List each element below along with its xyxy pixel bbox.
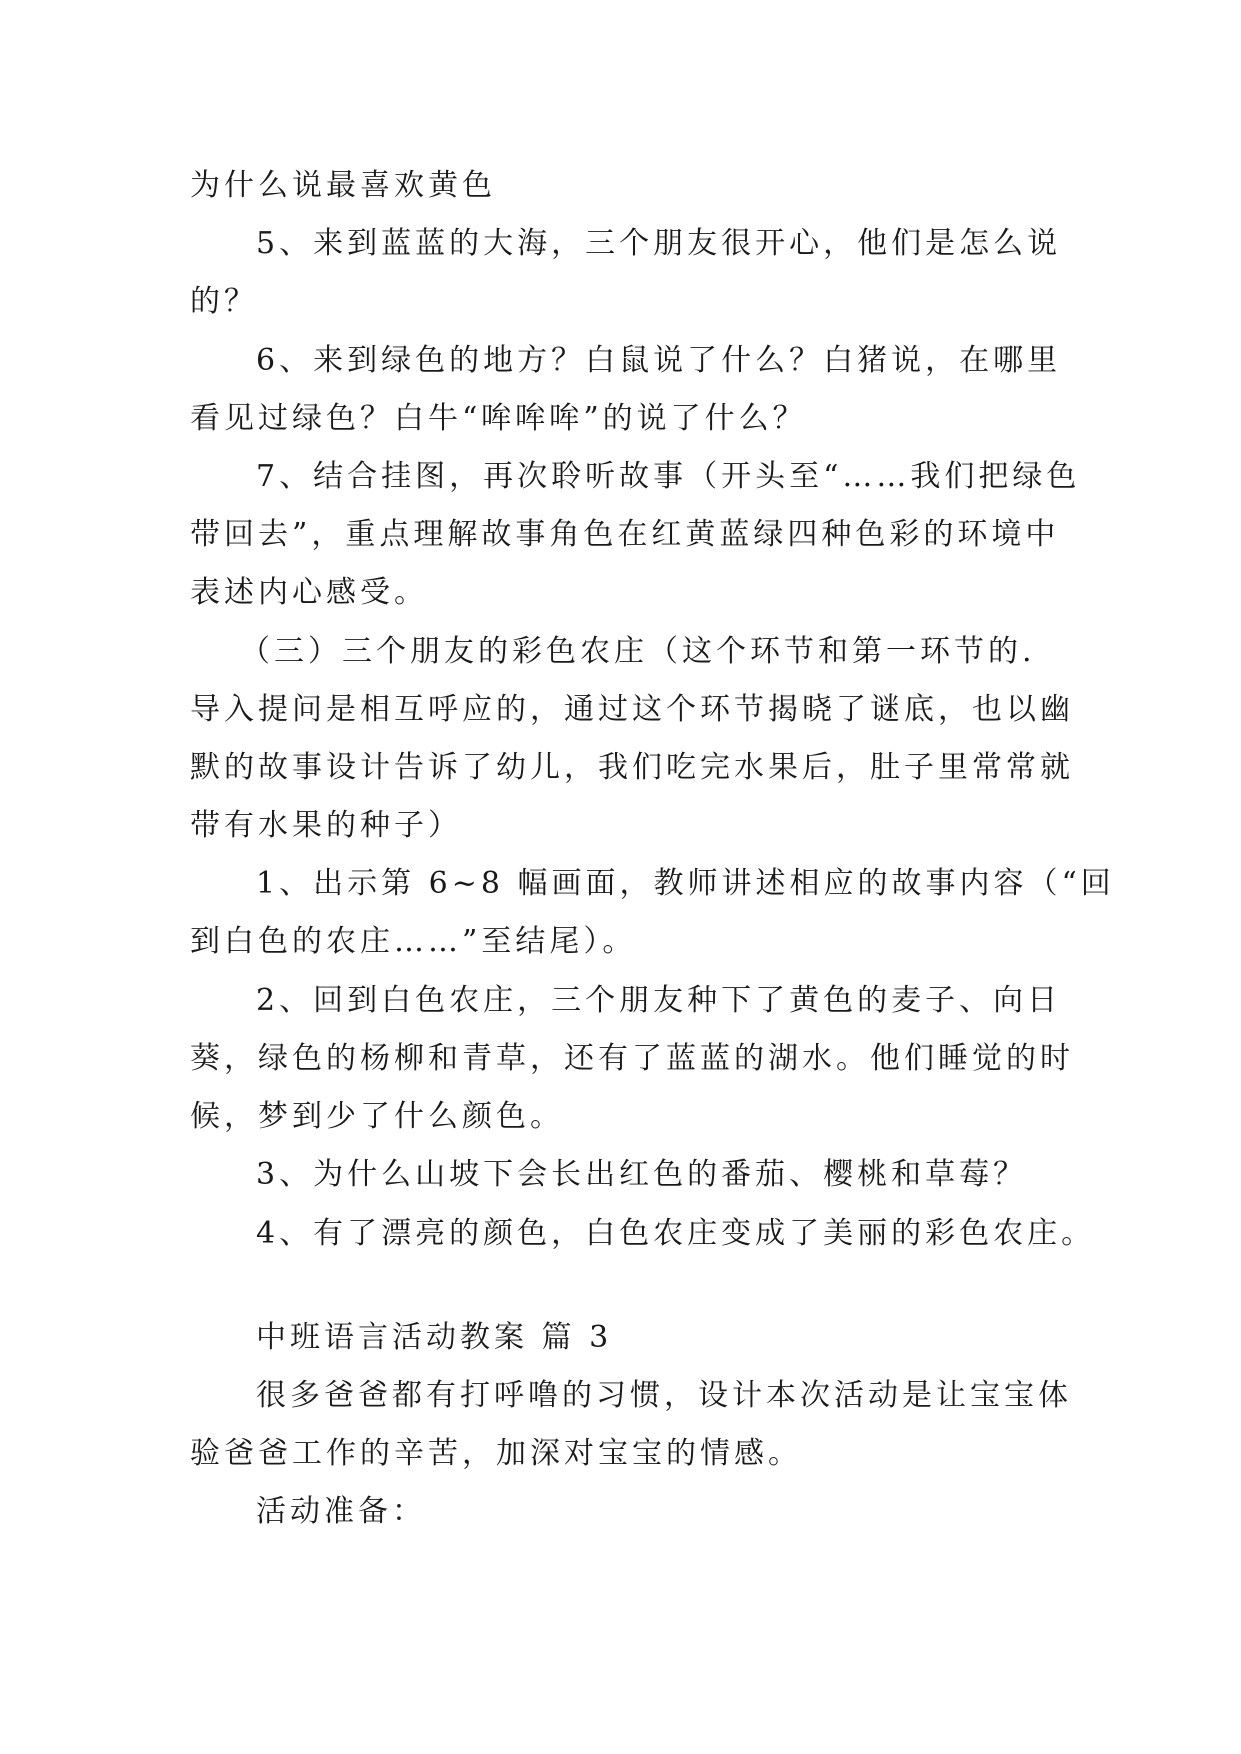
text-line: 7、结合挂图，再次聆听故事（开头至“……我们把绿色	[256, 459, 1081, 494]
text-line: 活动准备：	[256, 1494, 426, 1529]
text-line: 的？	[190, 284, 258, 319]
text-line: 导入提问是相互呼应的，通过这个环节揭晓了谜底，也以幽	[190, 692, 1074, 727]
text-line: 看见过绿色？白牛“哞哞哞”的说了什么？	[190, 401, 807, 436]
text-line: 3、为什么山坡下会长出红色的番茄、樱桃和草莓？	[256, 1157, 1028, 1192]
text-line: 表述内心感受。	[190, 575, 428, 610]
text-line: 5、来到蓝蓝的大海，三个朋友很开心，他们是怎么说	[256, 226, 1062, 261]
text-line: 2、回到白色农庄，三个朋友种下了黄色的麦子、向日	[256, 983, 1062, 1018]
text-line: 很多爸爸都有打呼噜的习惯，设计本次活动是让宝宝体	[256, 1378, 1072, 1413]
section-title: 中班语言活动教案 篇 3	[256, 1320, 613, 1355]
text-line: 6、来到绿色的地方？白鼠说了什么？白猪说，在哪里	[256, 343, 1062, 378]
text-line: 为什么说最喜欢黄色	[190, 168, 496, 203]
text-line: 1、出示第 6~8 幅画面，教师讲述相应的故事内容（“回	[256, 866, 1115, 901]
text-line: 带有水果的种子）	[190, 808, 462, 843]
text-line: 默的故事设计告诉了幼儿，我们吃完水果后，肚子里常常就	[190, 750, 1074, 785]
section-heading: （三）三个朋友的彩色农庄（这个环节和第一环节的.	[240, 634, 1036, 669]
text-line: 验爸爸工作的辛苦，加深对宝宝的情感。	[190, 1436, 802, 1471]
text-line: 到白色的农庄……”至结尾）。	[190, 924, 637, 959]
text-line: 4、有了漂亮的颜色，白色农庄变成了美丽的彩色农庄。	[256, 1216, 1096, 1251]
text-line: 葵，绿色的杨柳和青草，还有了蓝蓝的湖水。他们睡觉的时	[190, 1041, 1074, 1076]
text-line: 带回去”，重点理解故事角色在红黄蓝绿四种色彩的环境中	[190, 517, 1060, 552]
text-line: 候，梦到少了什么颜色。	[190, 1099, 564, 1134]
